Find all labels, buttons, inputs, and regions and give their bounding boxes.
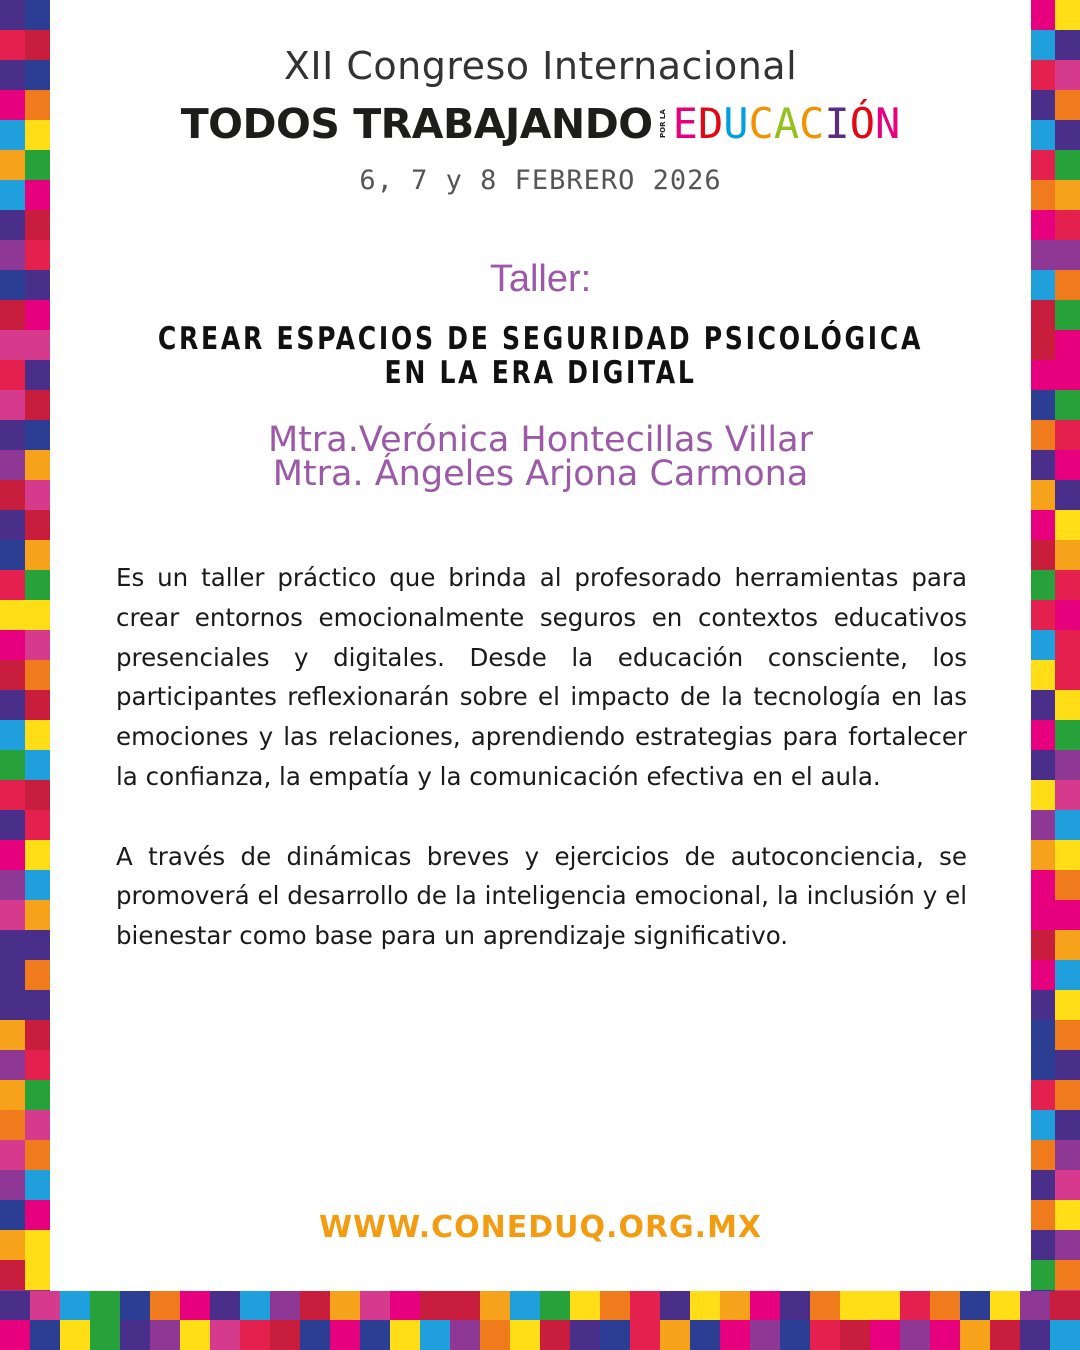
- mosaic-tile: [780, 1320, 810, 1350]
- mosaic-tile: [1055, 1260, 1080, 1290]
- mosaic-tile: [1055, 240, 1080, 270]
- mosaic-tile: [90, 1320, 120, 1350]
- mosaic-tile: [330, 1320, 360, 1350]
- mosaic-tile: [990, 1291, 1020, 1321]
- mosaic-tile: [240, 1320, 270, 1350]
- mosaic-tile: [510, 1320, 540, 1350]
- mosaic-tile: [120, 1291, 150, 1321]
- mosaic-tile: [1055, 810, 1080, 840]
- content-card: [50, 0, 1031, 1291]
- mosaic-tile: [1055, 600, 1080, 630]
- mosaic-tile: [1055, 360, 1080, 390]
- mosaic-tile: [900, 1320, 930, 1350]
- mosaic-tile: [270, 1291, 300, 1321]
- mosaic-tile: [450, 1320, 480, 1350]
- brand-educacion-text: [672, 99, 901, 148]
- mosaic-tile: [1020, 1320, 1050, 1350]
- brand-edu-letter: D: [697, 99, 724, 148]
- mosaic-tile: [1055, 1230, 1080, 1260]
- mosaic-tile: [1050, 1291, 1080, 1321]
- mosaic-tile: [540, 1291, 570, 1321]
- mosaic-tile: [900, 1291, 930, 1321]
- mosaic-tile: [1055, 390, 1080, 420]
- mosaic-tile: [210, 1320, 240, 1350]
- workshop-title-line1: CREAR ESPACIOS DE SEGURIDAD PSICOLÓGICA: [157, 321, 924, 357]
- brand-edu-letter: U: [723, 99, 749, 148]
- mosaic-tile: [60, 1291, 90, 1321]
- mosaic-tile: [570, 1291, 600, 1321]
- mosaic-tile: [1055, 750, 1080, 780]
- mosaic-tile: [630, 1320, 660, 1350]
- mosaic-tile: [480, 1320, 510, 1350]
- workshop-title: [99, 322, 982, 390]
- mosaic-tile: [1050, 1320, 1080, 1350]
- mosaic-tile: [1055, 690, 1080, 720]
- mosaic-tile: [90, 1291, 120, 1321]
- mosaic-tile: [1055, 450, 1080, 480]
- mosaic-tile: [1055, 570, 1080, 600]
- mosaic-tile: [1055, 960, 1080, 990]
- brand-edu-letter: Ó: [849, 99, 876, 148]
- mosaic-tile: [1055, 60, 1080, 90]
- mosaic-tile: [1020, 1291, 1050, 1321]
- brand-main-text: TODOS TRABAJANDO: [180, 100, 653, 148]
- brand-edu-letter: A: [773, 99, 800, 148]
- mosaic-tile: [420, 1320, 450, 1350]
- mosaic-tile: [1055, 630, 1080, 660]
- mosaic-tile: [30, 1320, 60, 1350]
- mosaic-tile: [720, 1320, 750, 1350]
- mosaic-tile: [1055, 510, 1080, 540]
- mosaic-tile: [870, 1320, 900, 1350]
- mosaic-tile: [210, 1291, 240, 1321]
- mosaic-tile: [1055, 270, 1080, 300]
- mosaic-tile: [750, 1320, 780, 1350]
- mosaic-tile: [1055, 300, 1080, 330]
- mosaic-tile: [1055, 840, 1080, 870]
- mosaic-tile: [840, 1291, 870, 1321]
- mosaic-tile: [480, 1291, 510, 1321]
- mosaic-tile: [1055, 1170, 1080, 1200]
- mosaic-tile: [990, 1320, 1020, 1350]
- mosaic-tile: [1055, 720, 1080, 750]
- mosaic-tile: [930, 1320, 960, 1350]
- mosaic-tile: [60, 1320, 90, 1350]
- mosaic-tile: [1055, 210, 1080, 240]
- brand-small-text: POR LA: [658, 109, 667, 139]
- mosaic-tile: [810, 1320, 840, 1350]
- mosaic-tile: [390, 1291, 420, 1321]
- mosaic-tile: [180, 1291, 210, 1321]
- mosaic-tile: [450, 1291, 480, 1321]
- brand-edu-letter: C: [799, 99, 825, 148]
- brand-edu-letter: I: [824, 99, 850, 148]
- mosaic-tile: [930, 1291, 960, 1321]
- mosaic-tile: [1055, 150, 1080, 180]
- brand-edu-letter: E: [672, 99, 698, 148]
- mosaic-tile: [1055, 990, 1080, 1020]
- mosaic-tile: [1055, 420, 1080, 450]
- mosaic-tile: [840, 1320, 870, 1350]
- mosaic-tile: [1055, 30, 1080, 60]
- mosaic-tile: [1055, 1140, 1080, 1170]
- mosaic-tile: [1055, 120, 1080, 150]
- mosaic-tile: [630, 1291, 660, 1321]
- mosaic-tile: [1055, 900, 1080, 930]
- mosaic-tile: [1055, 930, 1080, 960]
- mosaic-tile: [0, 1320, 30, 1350]
- workshop-title-line2: EN LA ERA DIGITAL: [384, 355, 697, 391]
- mosaic-tile: [150, 1320, 180, 1350]
- mosaic-tile: [1055, 90, 1080, 120]
- description-paragraph: Es un taller práctico que brinda al profesorado herramientas para crear entornos emocionalmente seguros en contextos educativos presenciales y digitales. Desde la educación consciente, los participantes reflexionarán sobre el impacto de la tecnología en las emociones y las relaciones, aprendiendo estrategias para fortalecer la confianza, la empatía y la comunicación efectiva en el aula.: [116, 563, 967, 791]
- mosaic-tile: [360, 1291, 390, 1321]
- mosaic-tile: [960, 1291, 990, 1321]
- mosaic-tile: [390, 1320, 420, 1350]
- brand-logo: [50, 100, 1031, 148]
- mosaic-tile: [690, 1320, 720, 1350]
- mosaic-tile: [1055, 0, 1080, 30]
- mosaic-tile: [510, 1291, 540, 1321]
- mosaic-tile: [420, 1291, 450, 1321]
- mosaic-tile: [750, 1291, 780, 1321]
- mosaic-tile: [360, 1320, 390, 1350]
- mosaic-tile: [660, 1320, 690, 1350]
- mosaic-tile: [1055, 1050, 1080, 1080]
- mosaic-tile: [300, 1291, 330, 1321]
- mosaic-tile: [600, 1320, 630, 1350]
- mosaic-tile: [870, 1291, 900, 1321]
- mosaic-tile: [1055, 480, 1080, 510]
- mosaic-tile: [1055, 330, 1080, 360]
- mosaic-tile: [1055, 1200, 1080, 1230]
- mosaic-tile: [120, 1320, 150, 1350]
- mosaic-tile: [330, 1291, 360, 1321]
- mosaic-tile: [660, 1291, 690, 1321]
- brand-edu-letter: N: [875, 99, 901, 148]
- mosaic-tile: [810, 1291, 840, 1321]
- congress-title: XII Congreso Internacional: [283, 44, 798, 88]
- mosaic-tile: [1055, 1020, 1080, 1050]
- mosaic-tile: [540, 1320, 570, 1350]
- mosaic-tile: [1055, 1080, 1080, 1110]
- mosaic-tile: [1055, 180, 1080, 210]
- mosaic-tile: [960, 1320, 990, 1350]
- mosaic-tile: [570, 1320, 600, 1350]
- mosaic-tile: [600, 1291, 630, 1321]
- workshop-label: Taller:: [489, 258, 592, 300]
- mosaic-tile: [180, 1320, 210, 1350]
- website-link[interactable]: WWW.CONEDUQ.ORG.MX: [318, 1210, 763, 1245]
- mosaic-tile: [150, 1291, 180, 1321]
- mosaic-tile: [0, 1291, 30, 1321]
- mosaic-tile: [240, 1291, 270, 1321]
- event-dates: 6, 7 y 8 FEBRERO 2026: [359, 165, 722, 196]
- workshop-description: [116, 558, 967, 996]
- mosaic-tile: [720, 1291, 750, 1321]
- mosaic-tile: [690, 1291, 720, 1321]
- brand-edu-letter: C: [748, 99, 774, 148]
- mosaic-tile: [270, 1320, 300, 1350]
- mosaic-tile: [300, 1320, 330, 1350]
- mosaic-tile: [1055, 1110, 1080, 1140]
- mosaic-tile: [1055, 540, 1080, 570]
- mosaic-tile: [30, 1291, 60, 1321]
- mosaic-tile: [780, 1291, 810, 1321]
- mosaic-tile: [1055, 660, 1080, 690]
- speaker-name: Mtra.Verónica Hontecillas Villar: [268, 420, 813, 460]
- speakers: [50, 420, 1031, 494]
- mosaic-tile: [1055, 780, 1080, 810]
- description-paragraph: A través de dinámicas breves y ejercicios de autoconciencia, se promoverá el desarrollo de la inteligencia emocional, la inclusión y el bienestar como base para un aprendizaje significativo.: [116, 841, 967, 951]
- mosaic-tile: [1055, 870, 1080, 900]
- speaker-name: Mtra. Ángeles Arjona Carmona: [272, 454, 809, 494]
